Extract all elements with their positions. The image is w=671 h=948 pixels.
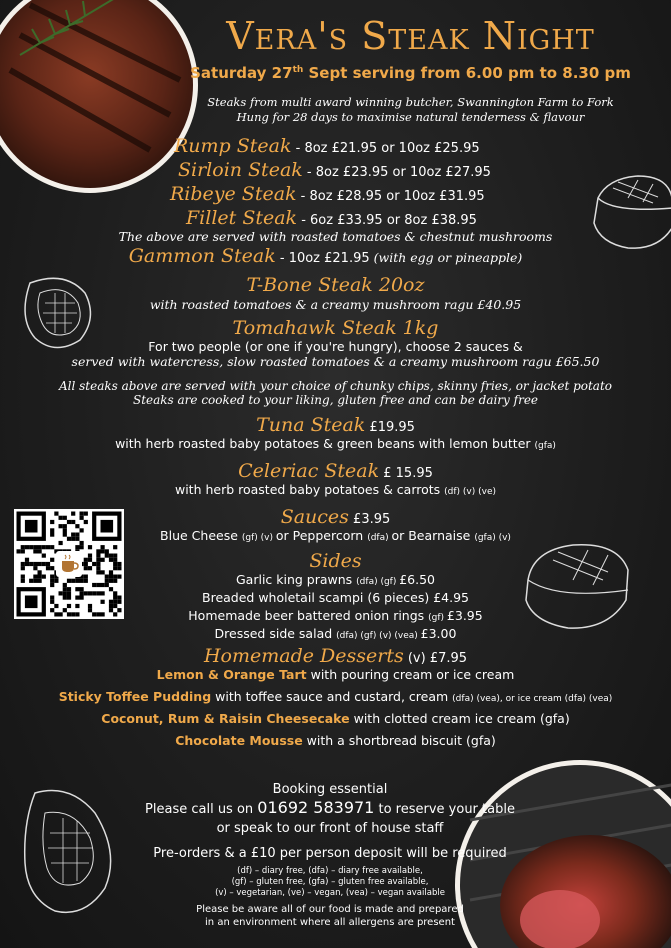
- desserts-section: [0, 645, 671, 755]
- side-item: [0, 590, 671, 608]
- side-tag: (gf): [428, 613, 447, 623]
- page-title: Vera's Steak Night: [226, 14, 595, 58]
- celeriac-name: Celeriac Steak: [238, 460, 380, 482]
- event-times: Sept serving from 6.00 pm to 8.30 pm: [303, 64, 631, 82]
- tbone-name: T-Bone Steak 20oz: [246, 274, 425, 296]
- intro-line: Steaks from multi award winning butcher, Swannington Farm to Fork: [207, 95, 614, 109]
- steak-price: - 8oz £21.95 or 10oz £25.95: [291, 141, 480, 156]
- dessert-item: [0, 711, 671, 733]
- steak-price: - 8oz £28.95 or 10oz £31.95: [296, 189, 485, 204]
- dessert-name: Sticky Toffee Pudding: [58, 689, 212, 704]
- sauce-tag: (gf) (v): [241, 533, 276, 543]
- tomahawk-desc: served with watercress, slow roasted tomatoes & a creamy mushroom ragu £65.50: [71, 354, 600, 369]
- booking-call: [80, 798, 580, 820]
- side-name: Homemade beer battered onion rings: [188, 608, 429, 623]
- side-item: [0, 626, 671, 644]
- gammon-item: [0, 245, 671, 267]
- event-date: Saturday 27: [190, 64, 293, 82]
- dessert-name: Lemon & Orange Tart: [156, 667, 307, 682]
- note-line: All steaks above are served with your choice of chunky chips, skinny fries, or jacket potato: [58, 379, 613, 393]
- intro: [150, 95, 671, 125]
- booking-call-pre: Please call us on: [145, 802, 258, 817]
- steak-name: Rump Steak: [174, 135, 292, 157]
- tuna-item: [0, 414, 671, 451]
- legend-line: (gf) – gluten free, (gfa) – gluten free available,: [231, 877, 429, 887]
- celeriac-desc: [0, 482, 671, 497]
- steak-name: Ribeye Steak: [170, 183, 297, 205]
- steak-item: [160, 159, 520, 183]
- celeriac-item: [0, 460, 671, 497]
- tuna-name: Tuna Steak: [256, 414, 366, 436]
- tuna-desc: [0, 436, 671, 451]
- dietary-legend: [80, 866, 580, 899]
- sauce-tag: (dfa): [367, 533, 392, 543]
- side-tag: (dfa) (gf): [356, 577, 400, 587]
- side-price: £6.50: [399, 572, 436, 587]
- tomahawk-name: Tomahawk Steak 1kg: [232, 317, 439, 339]
- dessert-item: [0, 667, 671, 689]
- sauces-price: £3.95: [348, 512, 391, 527]
- celeriac-desc-text: with herb roasted baby potatoes & carrots: [174, 482, 445, 497]
- desserts-tag: (v): [403, 651, 430, 666]
- sauces-section: [0, 506, 671, 543]
- allergen-line: in an environment where all allergens are present: [205, 917, 455, 928]
- side-item: [0, 608, 671, 626]
- side-name: Dressed side salad: [214, 626, 337, 641]
- gammon-note: (with egg or pineapple): [369, 250, 523, 265]
- sides-section: [0, 550, 671, 644]
- sauce-name: or Bearnaise: [391, 528, 475, 543]
- side-name: Garlic king prawns: [235, 572, 357, 587]
- tbone-item: [0, 274, 671, 312]
- tbone-desc: with roasted tomatoes & a creamy mushroom ragu £40.95: [149, 297, 522, 312]
- allergen-notice: [80, 903, 580, 929]
- booking-call-post: to reserve your table: [374, 802, 515, 817]
- side-price: £4.95: [433, 590, 469, 605]
- legend-line: (df) – diary free, (dfa) – diary free available,: [237, 866, 423, 876]
- date-suffix: th: [292, 65, 304, 75]
- side-item: [0, 572, 671, 590]
- gammon-price: - 10oz £21.95: [275, 251, 370, 266]
- sauce-name: or Peppercorn: [275, 528, 368, 543]
- tomahawk-desc: For two people (or one if you're hungry), choose 2 sauces &: [148, 339, 523, 354]
- side-price: £3.00: [420, 626, 457, 641]
- steak-name: Fillet Steak: [186, 207, 298, 229]
- dessert-desc: with toffee sauce and custard, cream: [211, 689, 453, 704]
- booking-essential: Booking essential: [272, 782, 388, 797]
- dessert-name: Coconut, Rum & Raisin Cheesecake: [101, 711, 350, 726]
- sides-heading: Sides: [309, 550, 362, 572]
- sauce-tag: (gfa) (v): [474, 533, 511, 543]
- intro-line: Hung for 28 days to maximise natural tenderness & flavour: [236, 110, 585, 124]
- desserts-heading: Homemade Desserts: [203, 645, 404, 667]
- booking-preorder: Pre-orders & a £10 per person deposit will be required: [153, 846, 507, 861]
- allergen-line: Please be aware all of our food is made and prepared: [196, 904, 464, 915]
- dessert-desc: with pouring cream or ice cream: [306, 667, 515, 682]
- steak-name: Sirloin Steak: [178, 159, 303, 181]
- dessert-desc: with a shortbread biscuit (gfa): [302, 733, 496, 748]
- side-tag: (dfa) (gf) (v) (vea): [336, 631, 421, 641]
- tomahawk-item: [0, 317, 671, 369]
- phone-number[interactable]: 01692 583971: [257, 798, 375, 817]
- side-name: Breaded wholetail scampi (6 pieces): [202, 590, 434, 605]
- tuna-desc-text: with herb roasted baby potatoes & green beans with lemon butter: [115, 436, 535, 451]
- tuna-tag: (gfa): [534, 441, 556, 451]
- dessert-item: [0, 689, 671, 711]
- dessert-tag: (dfa) (vea), or ice cream (dfa) (vea): [452, 694, 613, 704]
- steak-price: - 6oz £33.95 or 8oz £38.95: [297, 213, 477, 228]
- dessert-desc: with clotted cream ice cream (gfa): [349, 711, 570, 726]
- gammon-name: Gammon Steak: [128, 245, 276, 267]
- sauces-line: [0, 528, 671, 543]
- booking-front: or speak to our front of house staff: [216, 821, 444, 836]
- dessert-name: Chocolate Mousse: [175, 733, 303, 748]
- legend-line: (v) – vegetarian, (ve) – vegan, (vea) – vegan available: [215, 888, 445, 898]
- celeriac-price: £ 15.95: [379, 466, 433, 481]
- side-price: £3.95: [446, 608, 483, 623]
- steak-item: [160, 207, 520, 231]
- booking-section: [80, 781, 580, 929]
- steak-item: [160, 135, 520, 159]
- all-steaks-note: [0, 379, 671, 407]
- celeriac-tag: (df) (v) (ve): [444, 487, 497, 497]
- steak-item: [160, 183, 520, 207]
- tuna-price: £19.95: [365, 420, 415, 435]
- sauce-name: Blue Cheese: [160, 528, 242, 543]
- served-note: The above are served with roasted tomatoes & chestnut mushrooms: [118, 229, 553, 244]
- event-date-line: [150, 64, 671, 82]
- dessert-item: [0, 733, 671, 755]
- note-line: Steaks are cooked to your liking, gluten free and can be dairy free: [132, 393, 539, 407]
- steak-price: - 8oz £23.95 or 10oz £27.95: [302, 165, 491, 180]
- sauces-heading: Sauces: [280, 506, 349, 528]
- desserts-price: £7.95: [429, 651, 468, 666]
- steak-list: [160, 135, 520, 231]
